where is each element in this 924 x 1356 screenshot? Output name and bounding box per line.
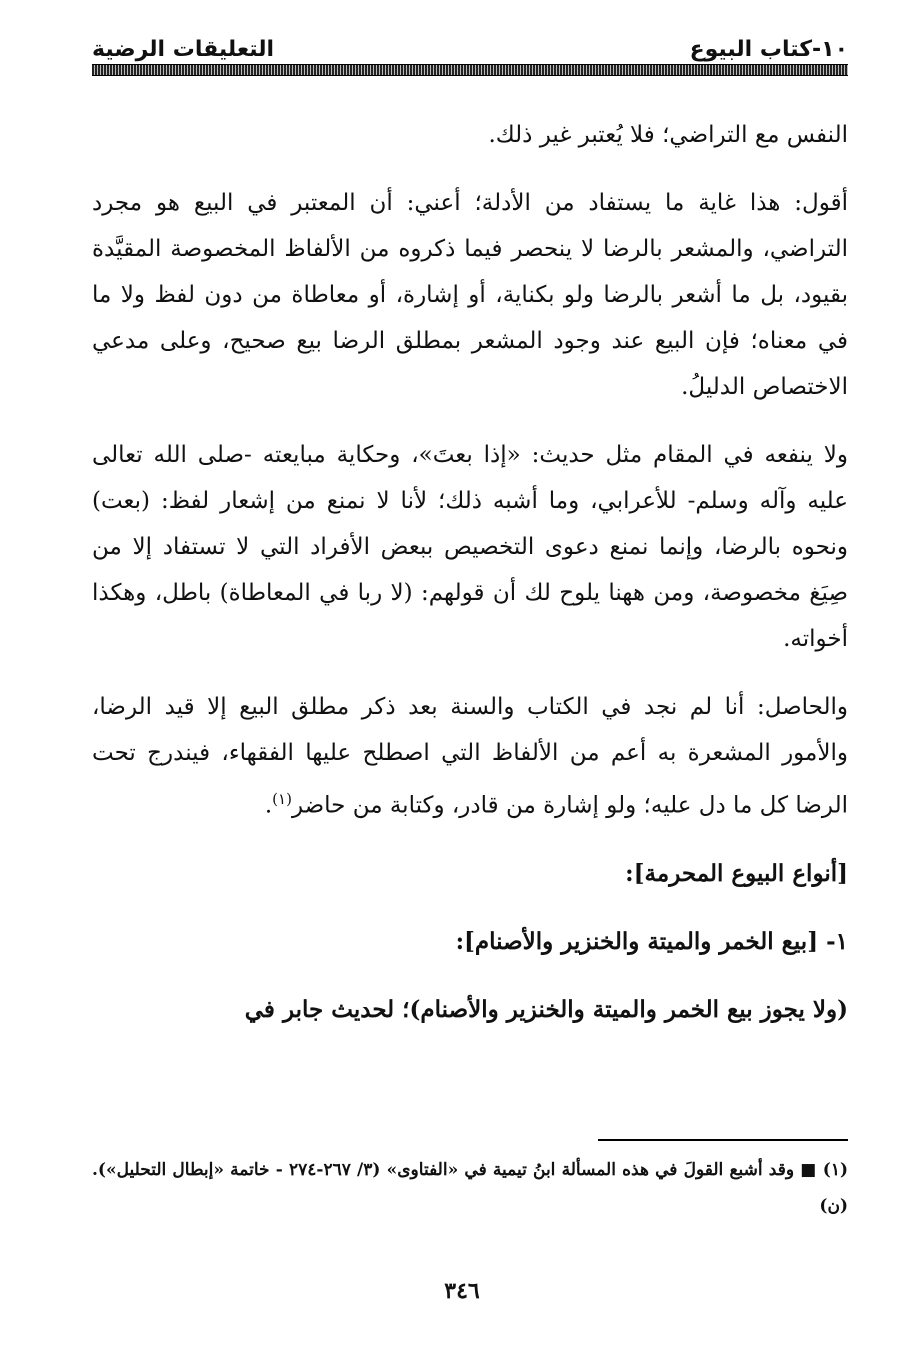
footnote: (١) ■ وقد أشبع القولَ في هذه المسألة ابنُ تيمية في «الفتاوى» (٣/ ٢٦٧-٢٧٤ - خاتمة «إبطال التحليل»). (ن) xyxy=(92,1160,848,1216)
book-title: التعليقات الرضية xyxy=(92,37,275,62)
section-heading: [أنواع البيوع المحرمة]: xyxy=(625,859,848,887)
header-rule xyxy=(92,64,848,76)
paragraph-1: النفس مع التراضي؛ فلا يُعتبر غير ذلك. xyxy=(488,122,848,148)
paragraph-2: أقول: هذا غاية ما يستفاد من الأدلة؛ أعني: أن المعتبر في البيع هو مجرد التراضي، والمشعر بالرضا لا ينحصر فيما ذكروه من الألفاظ المخصوصة المقيَّدة بقيود، بل ما أشعر بالرضا ولو بكناية، أو إشارة، أو معاطاة من دون لفظ ولا ما في معناه؛ فإن البيع عند وجود المشعر بمطلق الرضا بيع صحيح، وعلى مدعي الاختصاص الدليلُ. xyxy=(92,190,848,400)
paragraph-3: ولا ينفعه في المقام مثل حديث: «إذا بعتَ»، وحكاية مبايعته -صلى الله تعالى عليه وآله وسلم- للأعرابي، وما أشبه ذلك؛ لأنا لا نمنع من إشعار لفظ: (بعت) ونحوه بالرضا، وإنما نمنع دعوى التخصيص ببعض الأفراد التي لا تستفاد إلا من صِيَغ مخصوصة، ومن ههنا يلوح لك أن قولهم: (لا ربا في المعاطاة) باطل، وهكذا أخواته. xyxy=(92,442,848,652)
paragraph-4-text: والحاصل: أنا لم نجد في الكتاب والسنة بعد ذكر مطلق البيع إلا قيد الرضا، والأمور المشعرة به أعم من الألفاظ التي اصطلح عليها الفقهاء، فيندرج تحت الرضا كل ما دل عليه؛ ولو إشارة من قادر، وكتابة من حاضر xyxy=(92,694,848,819)
page-number: ٣٤٦ xyxy=(444,1278,480,1304)
footnote-rule xyxy=(598,1139,848,1141)
page-header xyxy=(92,28,848,62)
footnote-reference[interactable]: (١) xyxy=(272,790,292,808)
chapter-title: ١٠-كتاب البيوع xyxy=(689,37,848,62)
paragraph-4-end: . xyxy=(264,792,273,819)
paragraph-4 xyxy=(92,684,848,829)
subsection-heading: ١- [بيع الخمر والميتة والخنزير والأصنام]: xyxy=(455,927,848,955)
ruling-line: (ولا يجوز بيع الخمر والميتة والخنزير والأصنام)؛ لحديث جابر في xyxy=(244,995,848,1023)
main-text xyxy=(92,112,848,1055)
